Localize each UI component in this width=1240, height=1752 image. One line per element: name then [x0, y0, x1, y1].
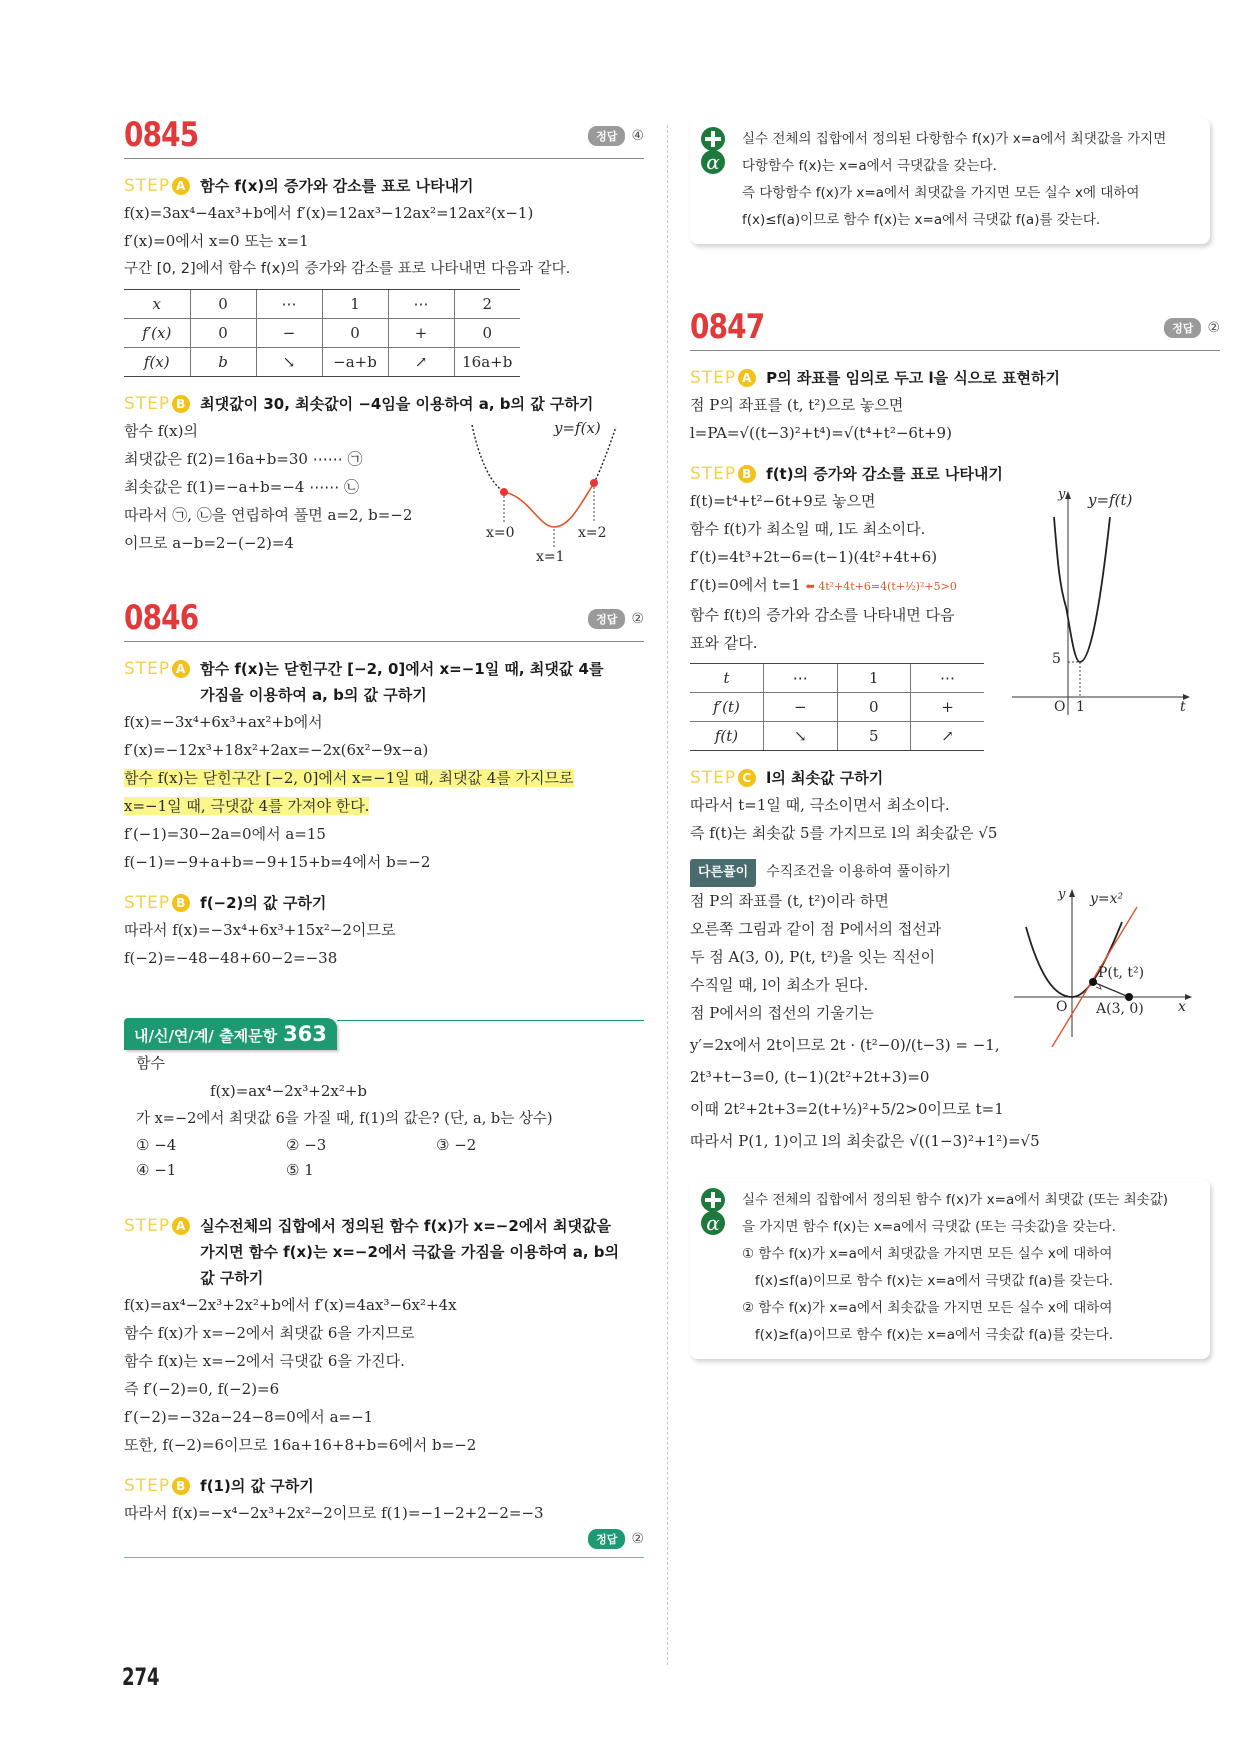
table-cell: ↘	[256, 348, 322, 377]
step-b-body	[124, 417, 644, 565]
solution-line: 최솟값은 f(1)=−a+b=−4 ⋯⋯ ㉡	[124, 478, 359, 496]
x-axis-label: t	[1180, 699, 1186, 715]
solution-line: 또한, f(−2)=6이므로 16a+16+8+b=6에서 b=−2	[124, 1436, 477, 1454]
solution-line: 이므로 a−b=2−(−2)=4	[124, 534, 294, 552]
solution-line: f′(−2)=−32a−24−8=0에서 a=−1	[124, 1408, 374, 1426]
question-intro: 함수	[136, 1054, 165, 1072]
table-cell: 0	[190, 319, 256, 348]
highlight-text: 함수 f(x)는 닫힌구간 [−2, 0]에서 x=−1일 때, 최댓값 4를 가지므로	[124, 769, 574, 787]
solution-line: 두 점 A(3, 0), P(t, t²)을 잇는 직선이	[690, 948, 936, 966]
step-tag	[124, 173, 190, 199]
solution-line: f′(−1)=30−2a=0에서 a=15	[124, 825, 326, 843]
solution-line: 함수 f(x)가 x=−2에서 최댓값 6을 가지므로	[124, 1324, 415, 1342]
solution-line: 즉 f(t)는 최솟값 5를 가지므로 l의 최솟값은 √5	[690, 824, 998, 842]
tick-y-label: 5	[1052, 651, 1061, 667]
step-title: 최댓값이 30, 최솟값이 −4임을 이용하여 a, b의 값 구하기	[200, 395, 594, 413]
y-axis-label: y	[1058, 487, 1066, 502]
step-title-line: 함수 f(x)는 닫힌구간 [−2, 0]에서 x=−1일 때, 최댓값 4를	[200, 660, 604, 678]
step-letter-icon: C	[738, 769, 756, 787]
step-label: STEP	[124, 1216, 171, 1236]
solution-line: f(x)=3ax⁴−4ax³+b에서 f′(x)=12ax³−12ax²=12ax²(x−1)	[124, 204, 534, 222]
choice[interactable]: ② −3	[286, 1136, 327, 1154]
solution-line: 구간 [0, 2]에서 함수 f(x)의 증가와 감소를 표로 나타내면 다음과 같다.	[124, 261, 571, 277]
x-label: x=0	[486, 525, 515, 541]
table-row	[690, 664, 984, 693]
step-tag	[124, 391, 190, 417]
parabola-plot-icon	[1008, 487, 1208, 717]
step-b-heading	[124, 1473, 644, 1499]
answer-badge: 정답	[588, 126, 625, 146]
solution-line: f(x)=ax⁴−2x³+2x²+b에서 f′(x)=4ax³−6x²+4x	[124, 1296, 457, 1314]
graph-y-x-squared	[1010, 887, 1200, 1047]
table-cell: 1	[322, 290, 388, 319]
solution-line: 즉 f′(−2)=0, f(−2)=6	[124, 1380, 280, 1398]
solution-line: 수직일 때, l이 최소가 된다.	[690, 976, 869, 994]
alt-solution-tag: 다른풀이	[690, 859, 756, 887]
highlighted-line	[124, 792, 644, 820]
table-cell: 1	[837, 664, 911, 693]
solution-line: 점 P에서의 접선의 기울기는	[690, 1004, 874, 1022]
step-letter-icon: B	[172, 1477, 190, 1495]
curve-label: y=x²	[1090, 891, 1124, 907]
increase-decrease-table	[690, 663, 984, 751]
step-a-heading	[124, 1213, 644, 1291]
tip-line: 을 가지면 함수 f(x)는 x=a에서 극댓값 (또는 극솟값)을 갖는다.	[742, 1219, 1116, 1235]
banner-number: 363	[283, 1022, 327, 1046]
choice[interactable]: ④ −1	[136, 1161, 177, 1179]
table-cell: b	[190, 348, 256, 377]
answer-value: ②	[1207, 320, 1220, 336]
table-cell: f′(x)	[124, 319, 190, 348]
tip-box-2	[690, 1179, 1210, 1359]
step-letter-icon: A	[172, 177, 190, 195]
table-cell: t	[690, 664, 764, 693]
table-cell: +	[911, 693, 985, 722]
x-axis-label: x	[1178, 999, 1186, 1015]
step-title	[200, 1213, 619, 1291]
answer-value: ②	[631, 1531, 644, 1547]
table-cell: 0	[837, 693, 911, 722]
step-b-body	[690, 487, 1220, 751]
problem-0845-header	[124, 115, 644, 159]
svg-text:α: α	[706, 1211, 720, 1235]
table-cell: ⋯	[388, 290, 454, 319]
alt-solution-title: 수직조건을 이용하여 풀이하기	[766, 864, 951, 880]
table-row	[124, 319, 520, 348]
table-row	[690, 693, 984, 722]
step-letter-icon: B	[172, 395, 190, 413]
curve-label: y=f(t)	[1088, 491, 1133, 509]
table-cell: ↗	[388, 348, 454, 377]
tip-line: ② 함수 f(x)가 x=a에서 최솟값을 가지면 모든 실수 x에 대하여	[742, 1300, 1113, 1316]
tip-line: 다항함수 f(x)는 x=a에서 극댓값을 갖는다.	[742, 158, 997, 174]
step-b-heading	[124, 391, 644, 417]
step-label: STEP	[690, 368, 737, 388]
solution-line: f′(x)=−12x³+18x²+2ax=−2x(6x²−9x−a)	[124, 741, 429, 759]
step-a-heading	[124, 656, 644, 708]
solution-text: f′(t)=0에서 t=1	[690, 576, 801, 594]
step-tag	[124, 1213, 190, 1239]
step-label: STEP	[124, 176, 171, 196]
table-cell: 0	[322, 319, 388, 348]
answer-badge: 정답	[588, 1529, 625, 1549]
answer-badge: 정답	[1164, 318, 1201, 338]
table-cell: 2	[454, 290, 520, 319]
step-tag	[690, 365, 756, 391]
step-a-heading	[690, 365, 1220, 391]
x-label: x=1	[536, 549, 565, 565]
table-cell: 0	[454, 319, 520, 348]
solution-line: f(−1)=−9+a+b=−9+15+b=4에서 b=−2	[124, 853, 431, 871]
curve-plot-icon	[454, 417, 654, 567]
solution-line: 오른쪽 그림과 같이 점 P에서의 접선과	[690, 920, 942, 938]
solution-line: 함수 f(x)는 x=−2에서 극댓값 6을 가진다.	[124, 1352, 405, 1370]
solution-line: f(−2)=−48−48+60−2=−38	[124, 949, 338, 967]
solution-line: 표와 같다.	[690, 634, 758, 652]
table-row	[690, 722, 984, 751]
solution-line: 따라서 P(1, 1)이고 l의 최솟값은 √((1−3)²+1²)=√5	[690, 1132, 1040, 1150]
choice[interactable]: ③ −2	[436, 1136, 477, 1154]
answer-indicator	[1164, 318, 1220, 338]
step-label: STEP	[690, 464, 737, 484]
graph-f-t	[1008, 487, 1208, 717]
naesin-banner	[124, 1018, 644, 1050]
answer-indicator	[124, 1529, 644, 1549]
problem-number: 0846	[124, 598, 199, 638]
step-title	[200, 656, 603, 708]
solution-line: 2t³+t−3=0, (t−1)(2t²+2t+3)=0	[690, 1068, 930, 1086]
step-tag	[690, 461, 756, 487]
step-label: STEP	[124, 394, 171, 414]
table-cell: −	[764, 693, 838, 722]
step-letter-icon: B	[172, 894, 190, 912]
table-cell: ⋯	[911, 664, 985, 693]
step-label: STEP	[124, 659, 171, 679]
column-divider	[667, 125, 668, 1665]
step-title-line: 실수전체의 집합에서 정의된 함수 f(x)가 x=−2에서 최댓값을	[200, 1217, 611, 1235]
answer-value: ④	[631, 128, 644, 144]
solution-line: 이때 2t²+2t+3=2(t+½)²+5/2>0이므로 t=1	[690, 1100, 1004, 1118]
note-arrow: ⬅ 4t²+4t+6=4(t+½)²+5>0	[805, 580, 957, 593]
problem-0846-header	[124, 598, 644, 642]
table-cell: ↗	[911, 722, 985, 751]
table-cell: ⋯	[764, 664, 838, 693]
table-cell: +	[388, 319, 454, 348]
tip-line: f(x)≤f(a)이므로 함수 f(x)는 x=a에서 극댓값 f(a)를 갖는다.	[742, 212, 1101, 228]
step-letter-icon: A	[172, 660, 190, 678]
banner-tag	[124, 1018, 337, 1050]
problem-0847-header	[690, 307, 1220, 351]
answer-indicator	[588, 609, 644, 629]
step-tag	[124, 1473, 190, 1499]
solution-line: 따라서 f(x)=−3x⁴+6x³+15x²−2이므로	[124, 921, 396, 939]
table-row	[124, 348, 520, 377]
step-label: STEP	[690, 768, 737, 788]
solution-line: 최댓값은 f(2)=16a+b=30 ⋯⋯ ㉠	[124, 450, 363, 468]
tip-box-1	[690, 118, 1210, 244]
step-label: STEP	[124, 893, 171, 913]
plus-alpha-icon	[698, 126, 728, 176]
point-a-label: A(3, 0)	[1096, 1001, 1144, 1017]
table-cell: −	[256, 319, 322, 348]
solution-line: y′=2x에서 2t이므로 2t · (t²−0)/(t−3) = −1,	[690, 1036, 1000, 1054]
table-cell: f(x)	[124, 348, 190, 377]
question-text: 가 x=−2에서 최댓값 6을 가질 때, f(1)의 값은? (단, a, b는 상수)	[136, 1111, 553, 1127]
answer-value: ②	[631, 611, 644, 627]
step-b-heading	[124, 890, 644, 916]
step-title-line: 값 구하기	[200, 1269, 264, 1287]
highlighted-line	[124, 764, 644, 792]
tip-line: 즉 다항함수 f(x)가 x=a에서 최댓값을 가지면 모든 실수 x에 대하여	[742, 185, 1140, 201]
answer-badge: 정답	[588, 609, 625, 629]
question-formula: f(x)=ax⁴−2x³+2x²+b	[210, 1082, 368, 1100]
solution-line: 점 P의 좌표를 (t, t²)이라 하면	[690, 892, 889, 910]
step-title: f(1)의 값 구하기	[200, 1477, 314, 1495]
solution-line: f(x)=−3x⁴+6x³+ax²+b에서	[124, 713, 323, 731]
step-c-heading	[690, 765, 1220, 791]
tip-line: ① 함수 f(x)가 x=a에서 최댓값을 가지면 모든 실수 x에 대하여	[742, 1246, 1113, 1262]
step-title: 함수 f(x)의 증가와 감소를 표로 나타내기	[200, 177, 474, 195]
graph-f-x	[454, 417, 654, 567]
solution-line: l=PA=√((t−3)²+t⁴)=√(t⁴+t²−6t+9)	[690, 424, 952, 442]
table-cell: x	[124, 290, 190, 319]
step-title: P의 좌표를 임의로 두고 l을 식으로 표현하기	[766, 369, 1060, 387]
svg-text:α: α	[706, 150, 720, 174]
table-cell: ↘	[764, 722, 838, 751]
solution-line: 따라서 t=1일 때, 극소이면서 최소이다.	[690, 796, 950, 814]
step-title: l의 최솟값 구하기	[766, 769, 884, 787]
banner-rule	[337, 1020, 644, 1021]
problem-number: 0845	[124, 115, 199, 155]
solution-line: 점 P의 좌표를 (t, t²)으로 놓으면	[690, 396, 904, 414]
table-cell: ⋯	[256, 290, 322, 319]
alt-solution-body	[690, 887, 1220, 1155]
step-title: f(−2)의 값 구하기	[200, 894, 327, 912]
tip-line: 실수 전체의 집합에서 정의된 함수 f(x)가 x=a에서 최댓값 (또는 최솟값)	[742, 1192, 1169, 1208]
origin-label: O	[1054, 699, 1066, 715]
choice[interactable]: ⑤ 1	[286, 1161, 314, 1179]
alt-solution-heading	[690, 859, 1220, 887]
solution-line: f′(x)=0에서 x=0 또는 x=1	[124, 232, 309, 250]
table-cell: f′(t)	[690, 693, 764, 722]
origin-label: O	[1056, 999, 1068, 1015]
y-axis-label: y	[1058, 887, 1066, 902]
table-cell: 5	[837, 722, 911, 751]
point-p-label: P(t, t²)	[1098, 965, 1145, 981]
step-tag	[124, 890, 190, 916]
page-number: 274	[122, 1663, 160, 1691]
step-label: STEP	[124, 1476, 171, 1496]
table-cell: 0	[190, 290, 256, 319]
banner-prefix: 내/신/연/계/ 출제문항	[134, 1027, 278, 1045]
step-a-heading	[124, 173, 644, 199]
section-end-rule	[124, 1557, 644, 1558]
step-letter-icon: B	[738, 465, 756, 483]
solution-line: f′(t)=4t³+2t−6=(t−1)(4t²+4t+6)	[690, 548, 938, 566]
increase-decrease-table	[124, 289, 520, 377]
table-cell: 16a+b	[454, 348, 520, 377]
solution-line: 따라서 f(x)=−x⁴−2x³+2x²−2이므로 f(1)=−1−2+2−2=−3	[124, 1504, 544, 1522]
curve-label: y=f(x)	[554, 419, 601, 437]
table-row	[124, 290, 520, 319]
answer-choices	[124, 1133, 644, 1183]
step-title-line: 가지면 함수 f(x)는 x=−2에서 극값을 가짐을 이용하여 a, b의	[200, 1243, 619, 1261]
problem-number: 0847	[690, 307, 765, 347]
solution-line: 따라서 ㉠, ㉡을 연립하여 풀면 a=2, b=−2	[124, 506, 413, 524]
step-letter-icon: A	[172, 1217, 190, 1235]
step-title-line: 가짐을 이용하여 a, b의 값 구하기	[200, 686, 427, 704]
solution-line: 함수 f(t)의 증가와 감소를 나타내면 다음	[690, 606, 955, 624]
x-label: x=2	[578, 525, 607, 541]
answer-indicator	[588, 126, 644, 146]
table-cell: −a+b	[322, 348, 388, 377]
tick-x-label: 1	[1076, 699, 1085, 715]
table-cell: f(t)	[690, 722, 764, 751]
highlight-text: x=−1일 때, 극댓값 4를 가져야 한다.	[124, 797, 370, 815]
choice[interactable]: ① −4	[136, 1136, 177, 1154]
plus-alpha-icon	[698, 1187, 728, 1237]
step-tag	[690, 765, 756, 791]
step-b-heading	[690, 461, 1220, 487]
tip-line: f(x)≤f(a)이므로 함수 f(x)는 x=a에서 극댓값 f(a)를 갖는다.	[742, 1273, 1114, 1289]
solution-line: 함수 f(t)가 최소일 때, l도 최소이다.	[690, 520, 926, 538]
tip-line: f(x)≥f(a)이므로 함수 f(x)는 x=a에서 극솟값 f(a)를 갖는다.	[742, 1327, 1114, 1343]
left-column	[124, 115, 644, 1558]
step-letter-icon: A	[738, 369, 756, 387]
solution-line: 함수 f(x)의	[124, 422, 198, 440]
solution-line: f(t)=t⁴+t²−6t+9로 놓으면	[690, 492, 876, 510]
right-column	[690, 118, 1220, 1359]
tip-line: 실수 전체의 집합에서 정의된 다항함수 f(x)가 x=a에서 최댓값을 가지면	[742, 131, 1167, 147]
step-tag	[124, 656, 190, 682]
step-title: f(t)의 증가와 감소를 표로 나타내기	[766, 465, 1003, 483]
